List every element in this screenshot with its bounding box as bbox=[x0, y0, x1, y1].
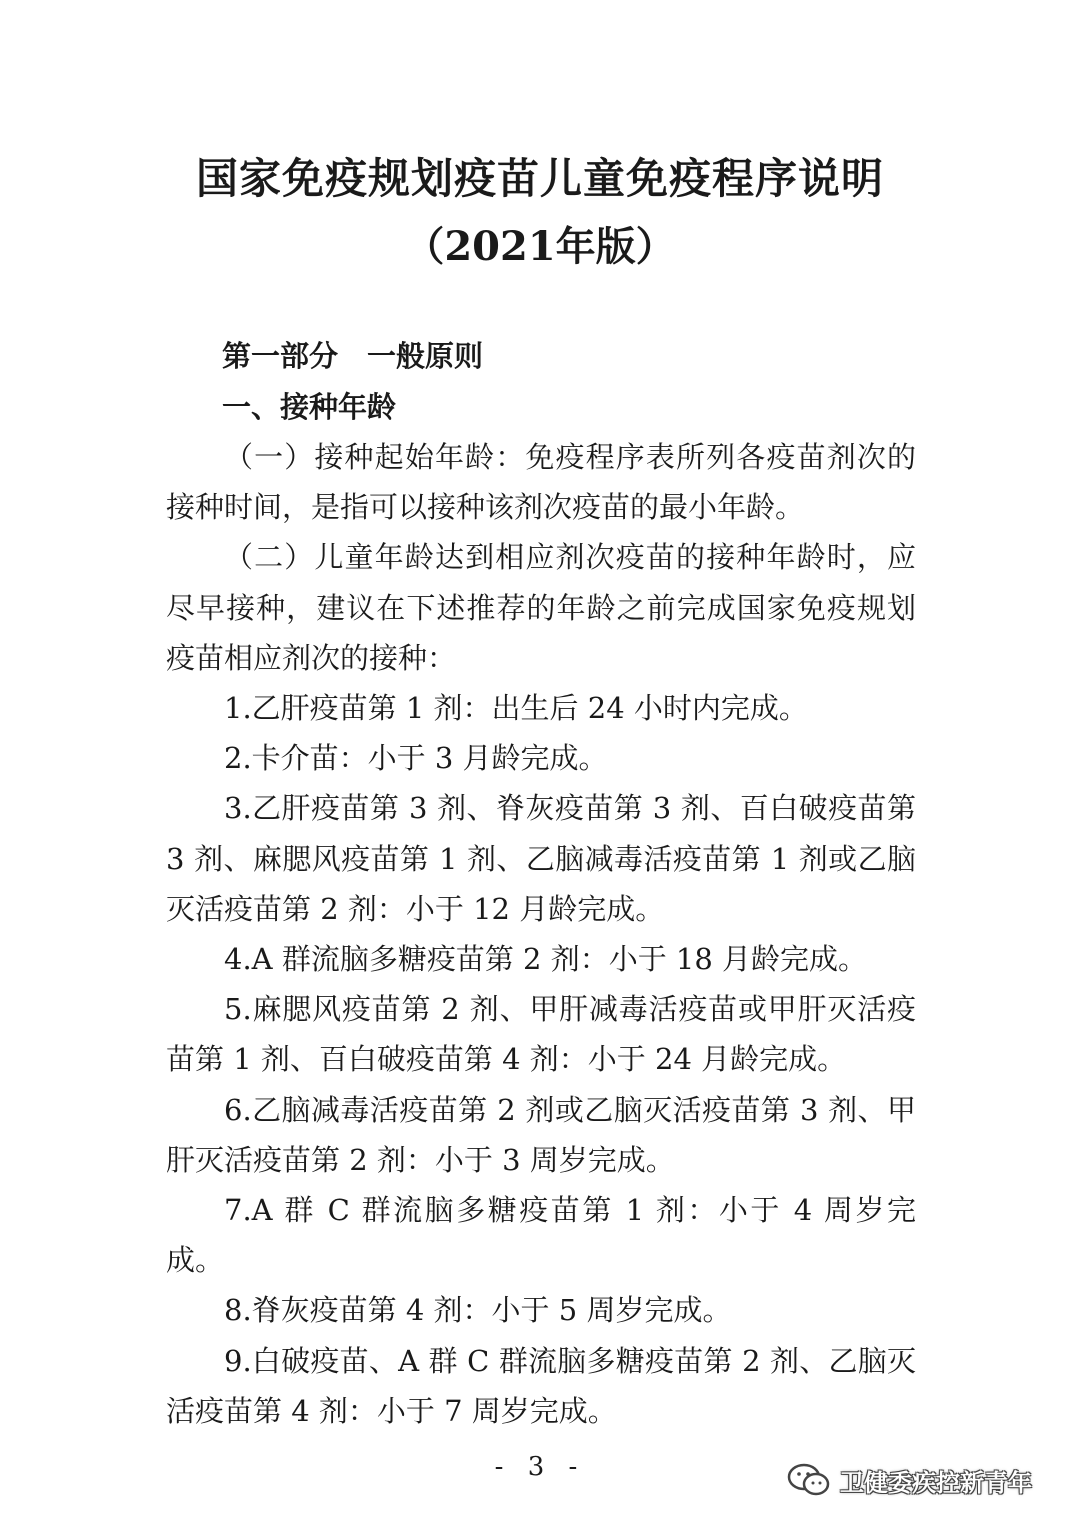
paragraph-start-age: （一）接种起始年龄：免疫程序表所列各疫苗剂次的接种时间，是指可以接种该剂次疫苗的最小年龄。 bbox=[166, 440, 916, 525]
list-item: 3.乙肝疫苗第 3 剂、脊灰疫苗第 3 剂、百白破疫苗第 3 剂、麻腮风疫苗第 1 剂、乙脑减毒活疫苗第 1 剂或乙脑灭活疫苗第 2 剂：小于 12 月龄完成。 bbox=[166, 791, 916, 926]
list-item: 8.脊灰疫苗第 4 剂：小于 5 周岁完成。 bbox=[224, 1293, 732, 1328]
document-subtitle: （2021年版） bbox=[404, 223, 676, 270]
document-title: 国家免疫规划疫苗儿童免疫程序说明 bbox=[195, 154, 884, 203]
list-item: 4.A 群流脑多糖疫苗第 2 剂：小于 18 月龄完成。 bbox=[224, 942, 868, 977]
wechat-icon bbox=[786, 1460, 832, 1500]
watermark bbox=[786, 1452, 1032, 1508]
paragraph-recommended-age: （二）儿童年龄达到相应剂次疫苗的接种年龄时，应尽早接种，建议在下述推荐的年龄之前完成国家免疫规划疫苗相应剂次的接种： bbox=[166, 540, 916, 675]
list-item: 7.A 群 C 群流脑多糖疫苗第 1 剂：小于 4 周岁完成。 bbox=[166, 1193, 916, 1278]
part-heading: 第一部分 一般原则 bbox=[222, 339, 484, 373]
list-item: 6.乙脑减毒活疫苗第 2 剂或乙脑灭活疫苗第 3 剂、甲肝灭活疫苗第 2 剂：小于 3 周岁完成。 bbox=[166, 1092, 916, 1177]
list-item: 1.乙肝疫苗第 1 剂：出生后 24 小时内完成。 bbox=[224, 691, 808, 726]
watermark-text: 卫健委疾控新青年 bbox=[840, 1468, 1032, 1497]
page-number: - 3 - bbox=[494, 1452, 586, 1482]
list-item: 5.麻腮风疫苗第 2 剂、甲肝减毒活疫苗或甲肝灭活疫苗第 1 剂、百白破疫苗第 4 剂：小于 24 月龄完成。 bbox=[166, 992, 916, 1077]
section-heading: 一、接种年龄 bbox=[222, 390, 397, 424]
list-item: 9.白破疫苗、A 群 C 群流脑多糖疫苗第 2 剂、乙脑灭活疫苗第 4 剂：小于 7 周岁完成。 bbox=[166, 1343, 916, 1428]
list-item: 2.卡介苗：小于 3 月龄完成。 bbox=[224, 741, 608, 776]
document-body bbox=[166, 432, 916, 1436]
